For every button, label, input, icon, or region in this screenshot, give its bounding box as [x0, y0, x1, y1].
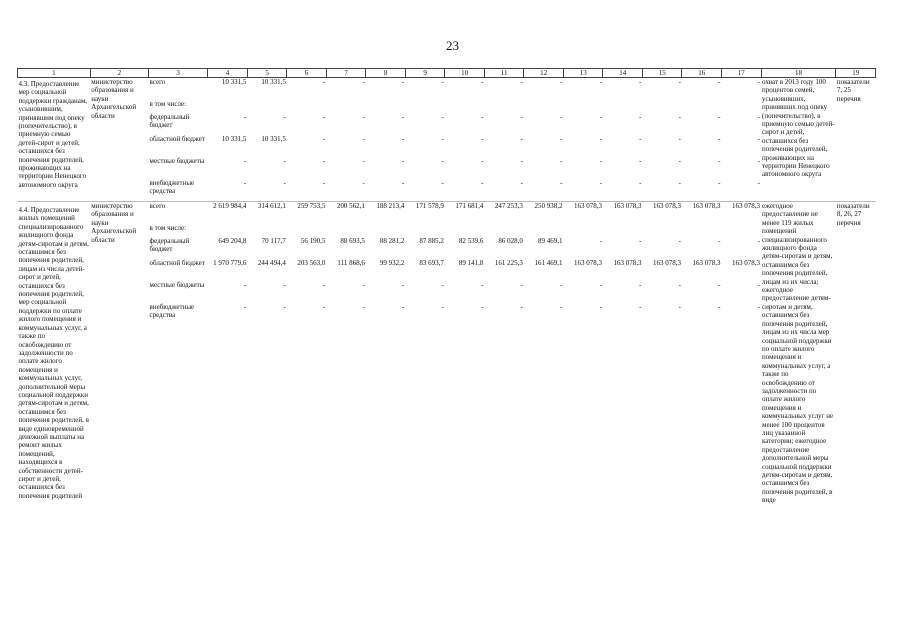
amount-value: [406, 100, 444, 113]
amount-value: -: [757, 237, 761, 245]
amount-value: [485, 224, 523, 237]
amount-value: [209, 100, 247, 113]
amount-value: 10 331,5: [221, 78, 247, 86]
amount-value: -: [441, 135, 444, 143]
col-header: 16: [682, 69, 722, 78]
amount-value: 10 331,5: [221, 135, 247, 143]
amount-value: 2 619 984,4: [213, 202, 247, 210]
amount-value: 171 578,9: [415, 202, 444, 210]
amount-value: -: [757, 157, 761, 165]
amount-value: 244 494,4: [257, 259, 286, 267]
amount-value: -: [718, 135, 721, 143]
amount-value: [327, 224, 365, 237]
amount-value: -: [560, 113, 563, 121]
amount-value: 83 693,7: [419, 259, 444, 267]
amount-cell: [208, 202, 248, 505]
amount-cell: [287, 78, 327, 202]
amount-value: -: [639, 113, 642, 121]
executor: министерство образования и науки Архангельской области: [91, 202, 137, 244]
amount-value: -: [362, 303, 365, 311]
amount-value: -: [599, 281, 602, 289]
amount-value: -: [481, 135, 484, 143]
amount-value: -: [757, 281, 761, 289]
amount-cell: [722, 78, 762, 202]
amount-value: [248, 224, 286, 237]
item-name: 4.4. Предоставление жилых помещений специализированного жилищного фонда детям-сиротам и детям, оставшимся без попечения родителей, лицам из числа детей-сирот и детей, оставшихся без попечения родителей, мер социальной поддержки по оплате жилого помещения и коммунальных услуг, а также по освобождению от задолженности по оплате жилого помещения и коммунальных услуг, дополнительной меры социальной поддержки детям-сиротам и детям, оставшимся без попечения родителей, в виде единовременной денежной выплаты на ремонт жилых помещений, находящихся в собственности детей-сирот и детей, оставшихся без попечения родителей: [18, 206, 89, 500]
amount-value: 163 078,3: [652, 259, 681, 267]
amount-value: -: [283, 113, 286, 121]
amount-value: 163 078,3: [573, 259, 602, 267]
funding-source-label: всего: [149, 78, 166, 86]
amount-value: -: [599, 113, 602, 121]
amount-value: -: [441, 157, 444, 165]
amount-value: -: [639, 78, 642, 86]
amount-value: 163 078,3: [573, 202, 602, 210]
executor: министерство образования и науки Архангельской области: [90, 78, 148, 202]
amount-value: 82 539,6: [458, 237, 484, 245]
amount-cell: [484, 78, 524, 202]
amount-value: 99 932,2: [379, 259, 405, 267]
amount-value: -: [243, 303, 247, 311]
amount-cell: [563, 202, 603, 505]
amount-value: -: [639, 237, 642, 245]
amount-value: [604, 100, 642, 113]
amount-value: -: [481, 303, 484, 311]
amount-value: -: [757, 78, 761, 86]
funding-source-label: местные бюджеты: [149, 157, 205, 165]
col-header: 6: [287, 69, 327, 78]
amount-value: 163 078,3: [692, 202, 721, 210]
amount-value: -: [520, 179, 523, 187]
amount-value: -: [481, 157, 484, 165]
funding-source-label: внебюджетные средства: [149, 303, 195, 320]
indicators: показатели 7, 25 перечня: [836, 78, 876, 202]
amount-value: -: [599, 303, 602, 311]
amount-value: -: [243, 157, 247, 165]
amount-value: -: [402, 78, 405, 86]
program-table: [17, 68, 876, 505]
amount-value: [248, 100, 286, 113]
amount-value: 161 225,3: [494, 259, 523, 267]
amount-value: [525, 100, 563, 113]
amount-value: -: [757, 113, 761, 121]
amount-value: [643, 224, 681, 237]
amount-value: -: [599, 157, 602, 165]
amount-value: 259 753,5: [297, 202, 326, 210]
amount-value: -: [718, 281, 721, 289]
amount-value: -: [402, 281, 405, 289]
amount-cell: [247, 202, 287, 505]
amount-value: -: [639, 303, 642, 311]
col-header: 14: [603, 69, 643, 78]
amount-value: 88 281,2: [379, 237, 405, 245]
amount-value: -: [283, 157, 286, 165]
amount-value: -: [441, 113, 444, 121]
amount-value: -: [560, 157, 563, 165]
amount-value: [288, 100, 326, 113]
amount-value: -: [678, 113, 681, 121]
amount-cell: [247, 78, 287, 202]
col-header: 7: [326, 69, 366, 78]
amount-value: [288, 224, 326, 237]
funding-source-label: федеральный бюджет: [149, 237, 190, 254]
amount-value: -: [560, 303, 563, 311]
amount-cell: [366, 78, 406, 202]
table-row: [18, 202, 876, 505]
amount-value: -: [323, 78, 326, 86]
amount-value: -: [599, 78, 602, 86]
source-cell: [149, 78, 208, 202]
amount-cell: [642, 202, 682, 505]
col-header: 10: [445, 69, 485, 78]
amount-value: 1 970 779,6: [213, 259, 247, 267]
amount-value: -: [718, 157, 721, 165]
amount-value: -: [560, 135, 563, 143]
amount-value: [327, 100, 365, 113]
amount-value: [683, 100, 721, 113]
amount-value: 10 331,5: [261, 78, 286, 86]
amount-value: 649 204,8: [218, 237, 247, 245]
amount-cell: [484, 202, 524, 505]
amount-value: -: [639, 157, 642, 165]
amount-cell: [445, 78, 485, 202]
col-header: 1: [18, 69, 91, 78]
amount-value: -: [323, 179, 326, 187]
amount-value: -: [718, 113, 721, 121]
amount-value: -: [323, 281, 326, 289]
funding-source-label: в том числе:: [149, 100, 187, 108]
amount-value: -: [718, 179, 721, 187]
amount-value: -: [757, 303, 761, 311]
amount-value: -: [283, 179, 286, 187]
amount-value: -: [639, 179, 642, 187]
amount-value: -: [678, 157, 681, 165]
amount-value: [209, 224, 247, 237]
col-header: 4: [208, 69, 248, 78]
amount-value: -: [402, 135, 405, 143]
funding-source-label: в том числе:: [149, 224, 187, 232]
amount-value: 163 078,3: [732, 259, 761, 267]
amount-value: [683, 224, 721, 237]
amount-value: [406, 224, 444, 237]
amount-value: -: [362, 113, 365, 121]
amount-value: -: [323, 135, 326, 143]
source-cell: [149, 202, 208, 505]
amount-value: 171 681,4: [455, 202, 484, 210]
amount-value: -: [678, 281, 681, 289]
amount-cell: [524, 202, 564, 505]
amount-value: -: [243, 281, 247, 289]
amount-value: 163 078,3: [652, 202, 681, 210]
amount-cell: [563, 78, 603, 202]
amount-cell: [722, 202, 762, 505]
amount-value: 163 078,3: [692, 259, 721, 267]
amount-value: -: [441, 281, 444, 289]
amount-value: 56 190,5: [300, 237, 326, 245]
amount-value: 314 612,1: [257, 202, 286, 210]
amount-value: -: [402, 303, 405, 311]
amount-value: [564, 100, 602, 113]
amount-cell: [445, 202, 485, 505]
funding-source-label: федеральный бюджет: [149, 113, 190, 130]
col-header: 12: [524, 69, 564, 78]
amount-value: -: [520, 113, 523, 121]
amount-value: -: [402, 157, 405, 165]
amount-cell: [603, 78, 643, 202]
amount-value: -: [678, 303, 681, 311]
col-header: 9: [405, 69, 445, 78]
expected-result: охват в 2013 году 100 процентов семей, усыновивших, принявших под опеку (попечительство), в приемную семью детей-сирот и детей, оставшихся без попечения родителей, проживающих на территории Ненецкого автономного округа: [761, 78, 836, 202]
amount-value: -: [441, 78, 444, 86]
col-header: 17: [722, 69, 762, 78]
amount-value: [446, 224, 484, 237]
amount-value: -: [599, 179, 602, 187]
indicators: показатели 8, 26, 27 перечня: [836, 202, 870, 227]
amount-value: -: [362, 179, 365, 187]
amount-value: -: [520, 303, 523, 311]
amount-value: -: [718, 237, 721, 245]
amount-value: -: [323, 303, 326, 311]
amount-value: [564, 224, 602, 237]
col-header: 2: [90, 69, 148, 78]
amount-cell: [326, 202, 366, 505]
header-row: [18, 69, 876, 78]
amount-value: 200 562,1: [336, 202, 365, 210]
amount-value: -: [481, 281, 484, 289]
amount-value: 163 078,3: [613, 259, 642, 267]
amount-value: -: [362, 78, 365, 86]
amount-value: [367, 224, 405, 237]
amount-value: -: [481, 113, 484, 121]
amount-value: 188 213,4: [376, 202, 405, 210]
amount-value: -: [481, 179, 484, 187]
amount-value: -: [639, 135, 642, 143]
col-header: 15: [642, 69, 682, 78]
amount-cell: [208, 78, 248, 202]
amount-value: -: [520, 157, 523, 165]
amount-value: -: [362, 157, 365, 165]
amount-value: 203 563,0: [297, 259, 326, 267]
amount-value: -: [402, 179, 405, 187]
funding-source-label: внебюджетные средства: [149, 179, 195, 196]
amount-value: -: [599, 237, 602, 245]
col-header: 3: [149, 69, 208, 78]
amount-value: [643, 100, 681, 113]
amount-cell: [366, 202, 406, 505]
col-header: 5: [247, 69, 287, 78]
amount-value: 111 868,6: [337, 259, 365, 267]
amount-value: -: [678, 135, 681, 143]
item-name: 4.3. Предоставление мер социальной поддержки гражданам, усыновившим, принявшим под опеку (попечительство), в приемную семью детей-сирот и детей, оставшихся без попечения родителей, проживающих на территории Ненецкого автономного округа: [18, 78, 91, 202]
amount-value: 161 469,1: [534, 259, 563, 267]
amount-value: 87 885,2: [419, 237, 444, 245]
amount-value: -: [560, 78, 563, 86]
amount-value: -: [243, 179, 247, 187]
amount-value: [485, 100, 523, 113]
col-header: 11: [484, 69, 524, 78]
funding-source-label: областной бюджет: [149, 259, 205, 267]
amount-cell: [682, 202, 722, 505]
page-number: 23: [446, 38, 459, 53]
amount-value: -: [678, 179, 681, 187]
amount-value: 89 469,1: [537, 237, 563, 245]
funding-source-label: всего: [149, 202, 166, 210]
amount-value: -: [639, 281, 642, 289]
amount-cell: [287, 202, 327, 505]
amount-value: -: [402, 113, 405, 121]
amount-value: -: [441, 303, 444, 311]
amount-value: [367, 100, 405, 113]
amount-value: -: [560, 281, 563, 289]
amount-value: [604, 224, 642, 237]
amount-cell: [405, 78, 445, 202]
amount-value: 86 028,0: [498, 237, 523, 245]
col-header: 8: [366, 69, 406, 78]
amount-value: -: [757, 135, 761, 143]
col-header: 13: [563, 69, 603, 78]
amount-value: 88 693,5: [340, 237, 365, 245]
amount-value: -: [560, 179, 563, 187]
col-header: 18: [761, 69, 836, 78]
amount-value: -: [323, 113, 326, 121]
amount-value: -: [718, 303, 721, 311]
amount-cell: [326, 78, 366, 202]
amount-value: 10 331,5: [261, 135, 286, 143]
amount-cell: [405, 202, 445, 505]
amount-value: -: [362, 135, 365, 143]
amount-value: -: [520, 281, 523, 289]
amount-cell: [524, 78, 564, 202]
amount-value: -: [520, 78, 523, 86]
amount-value: -: [441, 179, 444, 187]
amount-value: -: [323, 157, 326, 165]
expected-result: ежегодное предоставление не менее 119 жилых помещений специализированного жилищного фонда детям-сиротам и детям, оставшимся без попечения родителей, лицам из их числа; ежегодное предоставление детям-сиротам и детям, оставшимся без попечения родителей, лицам из их числа мер социальной поддержки по оплате жилого помещения и коммунальных услуг, а также по освобождению от задолженности по оплате жилого помещения и коммунальных услуг не менее 100 процентов лиц указанной категории; ежегодное предоставление дополнительной меры социальной поддержки детям-сиротам и детям, оставшимся без попечения родителей, в виде: [762, 202, 834, 505]
amount-value: 250 938,2: [534, 202, 563, 210]
amount-value: -: [362, 281, 365, 289]
amount-value: [446, 100, 484, 113]
amount-value: 163 078,3: [613, 202, 642, 210]
amount-value: 163 078,3: [732, 202, 761, 210]
funding-source-label: местные бюджеты: [149, 281, 205, 289]
col-header: 19: [836, 69, 876, 78]
amount-cell: [642, 78, 682, 202]
amount-value: 89 141,8: [458, 259, 484, 267]
amount-value: -: [678, 78, 681, 86]
amount-value: -: [520, 135, 523, 143]
amount-value: -: [678, 237, 681, 245]
amount-value: [723, 100, 761, 113]
amount-value: [525, 224, 563, 237]
amount-value: -: [718, 78, 721, 86]
table-row: [18, 78, 876, 202]
amount-value: -: [481, 78, 484, 86]
amount-cell: [603, 202, 643, 505]
amount-value: -: [283, 281, 286, 289]
funding-source-label: областной бюджет: [149, 135, 205, 143]
amount-value: -: [599, 135, 602, 143]
amount-value: 70 117,7: [261, 237, 286, 245]
amount-value: -: [757, 179, 761, 187]
amount-cell: [682, 78, 722, 202]
amount-value: -: [243, 113, 247, 121]
amount-value: 247 253,3: [494, 202, 523, 210]
amount-value: [723, 224, 761, 237]
amount-value: -: [283, 303, 286, 311]
